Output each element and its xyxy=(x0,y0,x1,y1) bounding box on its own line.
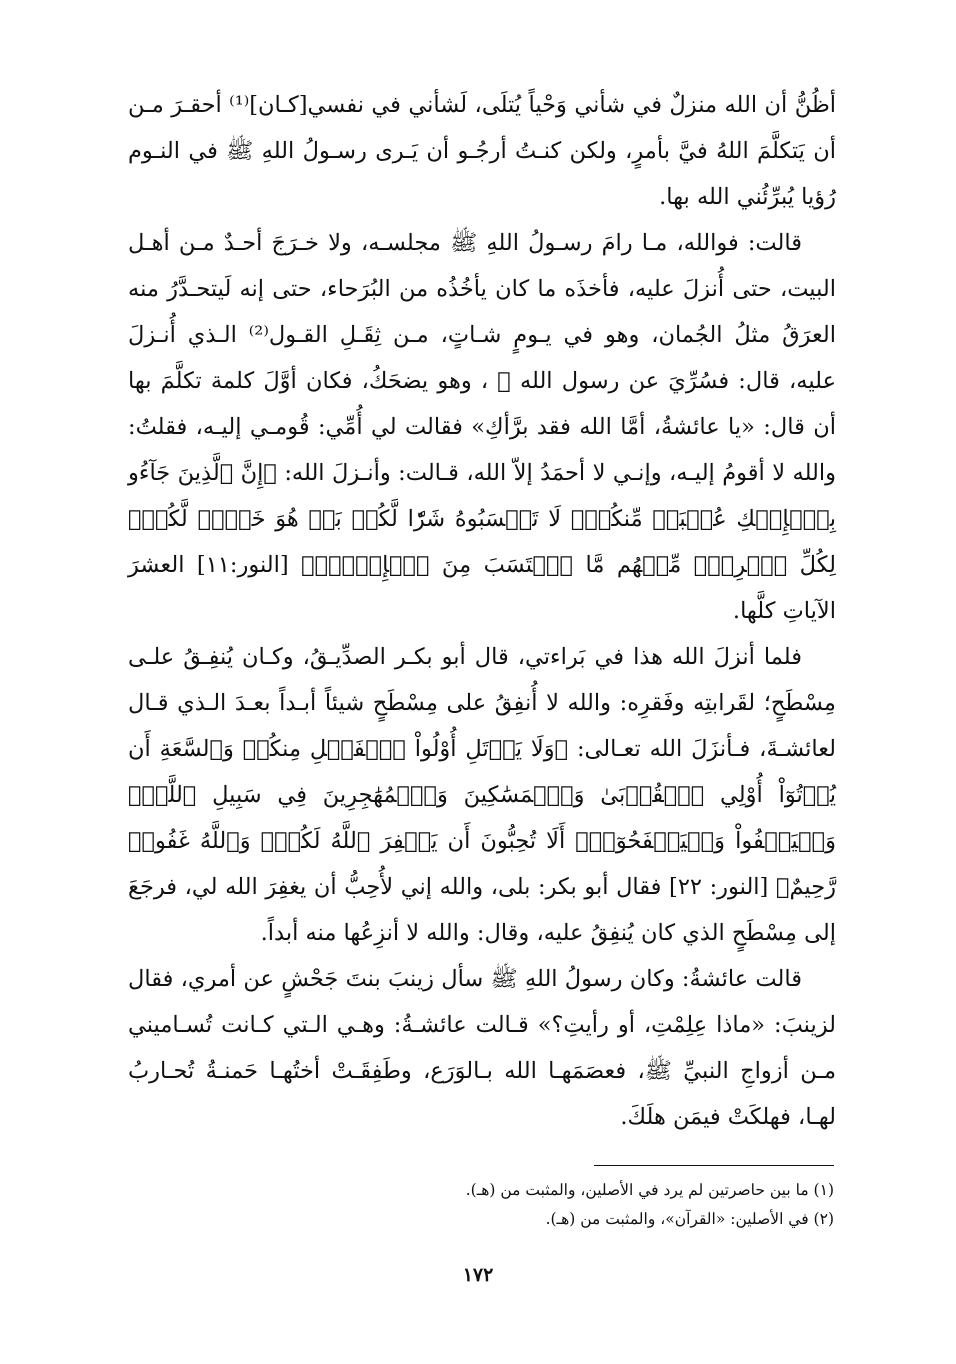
paragraph-4: قالت عائشةُ: وكان رسولُ اللهِ ﷺ سأل زينبَ بنتَ جَحْشٍ عن أمري، فقال لزينبَ: «ماذا عِلِمْتِ، أو رأيتِ؟» قـالت عائشـةُ: وهـي الـتي كـانت تُسـاميني مـن أزواجِ النبيِّ ﷺ، فعصَمَهـا الله بـالوَرَع، وطَفِقَـتْ أختُهـا حَمنـةُ تُحـاربُ لهـا، فهلكَتْ فيمَن هلَكَ. xyxy=(128,966,836,1130)
footnote-2: (٢) في الأصلين: «القرآن»، والمثبت من (هـ). xyxy=(545,1210,834,1228)
paragraph-3: فلما أنزلَ الله هذا في بَراءتي، قال أبو بكـر الصدِّيـقُ، وكـان يُنفِـقُ علـى مِسْطَحٍ؛ لقَرابتِه وفَقرِه: والله لا أُنفِقُ على مِسْطَحٍ شيئاً أبـداً بعـدَ الـذي قـال لعائشـةَ، فـأنزَلَ الله تعـالى: ﴿وَلَا يَأۡتَلِ أُوْلُواْ ٱلۡفَضۡلِ مِنكُمۡ وَٱلسَّعَةِ أَن يُؤۡتُوٓاْ أُوْلِي ٱلۡقُرۡبَىٰ وَٱلۡمَسَٰكِينَ وَٱلۡمُهَٰجِرِينَ فِي سَبِيلِ ٱللَّهِۖ وَلۡيَعۡفُواْ وَلۡيَصۡفَحُوٓاْۗ أَلَا تُحِبُّونَ أَن يَغۡفِرَ ٱللَّهُ لَكُمۡۚ وَٱللَّهُ غَفُورٞ رَّحِيمٌ﴾ [النور: ٢٢] فقال أبو بكر: بلى، والله إني لأُحِبُّ أن يغفِرَ الله لي، فرجَعَ إلى مِسْطَحٍ الذي كان يُنفِقُ عليه، وقال: والله لا أنزِعُها منه أبداً. xyxy=(128,644,836,946)
footnote-1: (١) ما بين حاصرتين لم يرد في الأصلين، والمثبت من (هـ). xyxy=(465,1181,834,1199)
paragraph-2: قالت: فوالله، مـا رامَ رسـولُ اللهِ ﷺ مجلسـه، ولا خـرَجَ أحـدٌ مـن أهـل البيت، حتى أُنزلَ عليه، فأخذَه ما كان يأخُذُه من البُرَحاء، حتى إنه لَيتحـدَّرُ منه العرَقُ مثلُ الجُمان، وهو في يـومٍ شـاتٍ، مـن ثِقَـلِ القـول⁽²⁾ الـذي أُنـزلَ عليه، قال: فسُرِّيَ عن رسول الله ﷺ ، وهو يضحَكُ، فكان أوَّلَ كلمة تكلَّمَ بها أن قال: «يا عائشةُ، أمَّا الله فقد برَّأكِ» فقالت لي أُمِّي: قُومـي إليـه، فقلتُ: والله لا أقومُ إليـه، وإنـي لا أحمَدُ إلاّ الله، قـالت: وأنـزلَ الله: ﴿إِنَّ ٱلَّذِينَ جَآءُو بِٱلۡإِفۡكِ عُصۡبَةٞ مِّنكُمۡۚ لَا تَحۡسَبُوهُ شَرّٗا لَّكُمۖ بَلۡ هُوَ خَيۡرٞ لَّكُمۡۚ لِكُلِّ ٱمۡرِيٕٖ مِّنۡهُم مَّا ٱكۡتَسَبَ مِنَ ٱلۡإِثۡمِۚ﴾ [النور:١١] العشرَ الآياتِ كلَّها. xyxy=(128,230,836,624)
footnote-divider xyxy=(594,1165,834,1166)
footnotes xyxy=(300,1176,834,1234)
page-number: ١٧٢ xyxy=(462,1264,494,1286)
paragraph-1: أظُنُّ أن الله منزلٌ في شأني وَحْياً يُتلَى، لَشأني في نفسي[كـان]⁽¹⁾ أحقـرَ مـن أن يَتكلَّمَ اللهُ فيَّ بأمرٍ، ولكن كنـتُ أرجُـو أن يَـرى رسـولُ اللهِ ﷺ في النـوم رُؤيا يُبرِّئُني الله بها. xyxy=(128,92,836,210)
main-text xyxy=(128,82,836,1140)
